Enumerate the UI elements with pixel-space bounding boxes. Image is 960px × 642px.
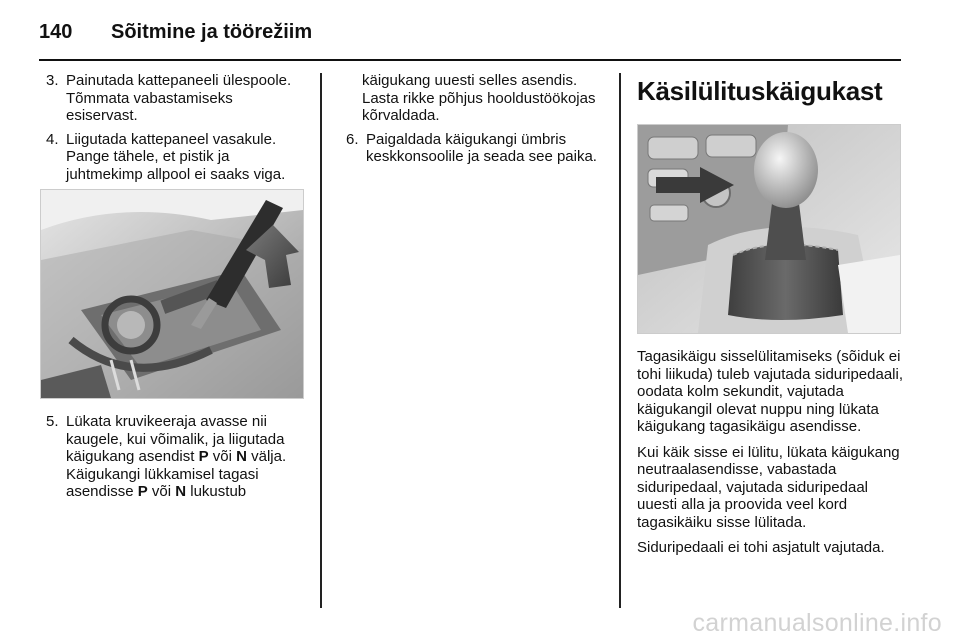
- step-3: [40, 72, 308, 125]
- screwdriver-illustration: [41, 190, 303, 398]
- paragraph-2: Kui käik sisse ei lülitu, lükata käigukang neutraalasendisse, vabastada siduripedaal, vajutada siduripedaal uuesti alla ja proovida veel kord tagasikäiku sisse lülitada.: [637, 443, 900, 531]
- screwdriver-photo: [40, 189, 304, 399]
- gear-n-2: N: [175, 483, 187, 500]
- step-number: 3.: [46, 72, 59, 89]
- step-5: [40, 413, 308, 501]
- watermark: carmanualsonline.info: [692, 609, 942, 637]
- step-number: 4.: [46, 130, 59, 148]
- step-text-e: lukustub: [186, 483, 247, 500]
- step-number: 6.: [346, 130, 359, 148]
- steps-list-3: [340, 131, 610, 166]
- column-2: [340, 72, 610, 172]
- column-1: [40, 72, 308, 507]
- chapter-title: Sõitmine ja töörežiim: [111, 20, 313, 43]
- gear-p: P: [198, 448, 209, 465]
- page-header: [39, 14, 312, 50]
- column-divider-2: [619, 73, 621, 608]
- step-text-b: või: [208, 448, 237, 465]
- paragraph-1: Tagasikäigu sisselülitamiseks (sõiduk ei tohi liikuda) tuleb vajutada siduripedaali, oodata kolm sekundit, vajutada käigukangil olevat nuppu ning lükata käigukang tagasikäigu asendisse.: [637, 348, 904, 435]
- step-5-continuation: käigukang uuesti selles asendis. Lasta rikke põhjus hooldustöökojas kõrvaldada.: [362, 72, 596, 124]
- column-3: [637, 70, 905, 565]
- step-6: [340, 131, 610, 166]
- step-text: Painutada kattepaneeli ülespoole. Tõmmata vabastamiseks esiservast.: [66, 72, 292, 124]
- step-text-a: Lükata kruvikeeraja avasse nii kaugele, kui võimalik, ja liigutada käigukang asendist: [66, 413, 285, 465]
- steps-list-1: [40, 72, 308, 183]
- header-rule: [39, 59, 901, 61]
- gear-lever-photo: [637, 124, 901, 334]
- step-text-d: või: [147, 483, 176, 500]
- step-4: [40, 131, 308, 184]
- gear-lever-illustration: [638, 125, 900, 333]
- step-text: Liigutada kattepaneel vasakule. Pange tähele, et pistik ja juhtmekimp allpool ei saaks viga.: [66, 130, 286, 183]
- step-text: Paigaldada käigukangi ümbris keskkonsoolile ja seada see paika.: [366, 130, 597, 165]
- step-number: 5.: [46, 413, 59, 430]
- section-title: Käsilülituskäigukast: [637, 76, 883, 106]
- steps-list-2: [40, 413, 308, 501]
- gear-p-2: P: [137, 483, 148, 500]
- paragraph-3: Siduripedaali ei tohi asjatult vajutada.: [637, 539, 885, 556]
- page-number: 140: [39, 20, 73, 43]
- step-text-c: välja. Käigukangi lükkamisel tagasi asendisse: [66, 448, 287, 500]
- column-divider-1: [320, 73, 322, 608]
- gear-n: N: [236, 448, 247, 465]
